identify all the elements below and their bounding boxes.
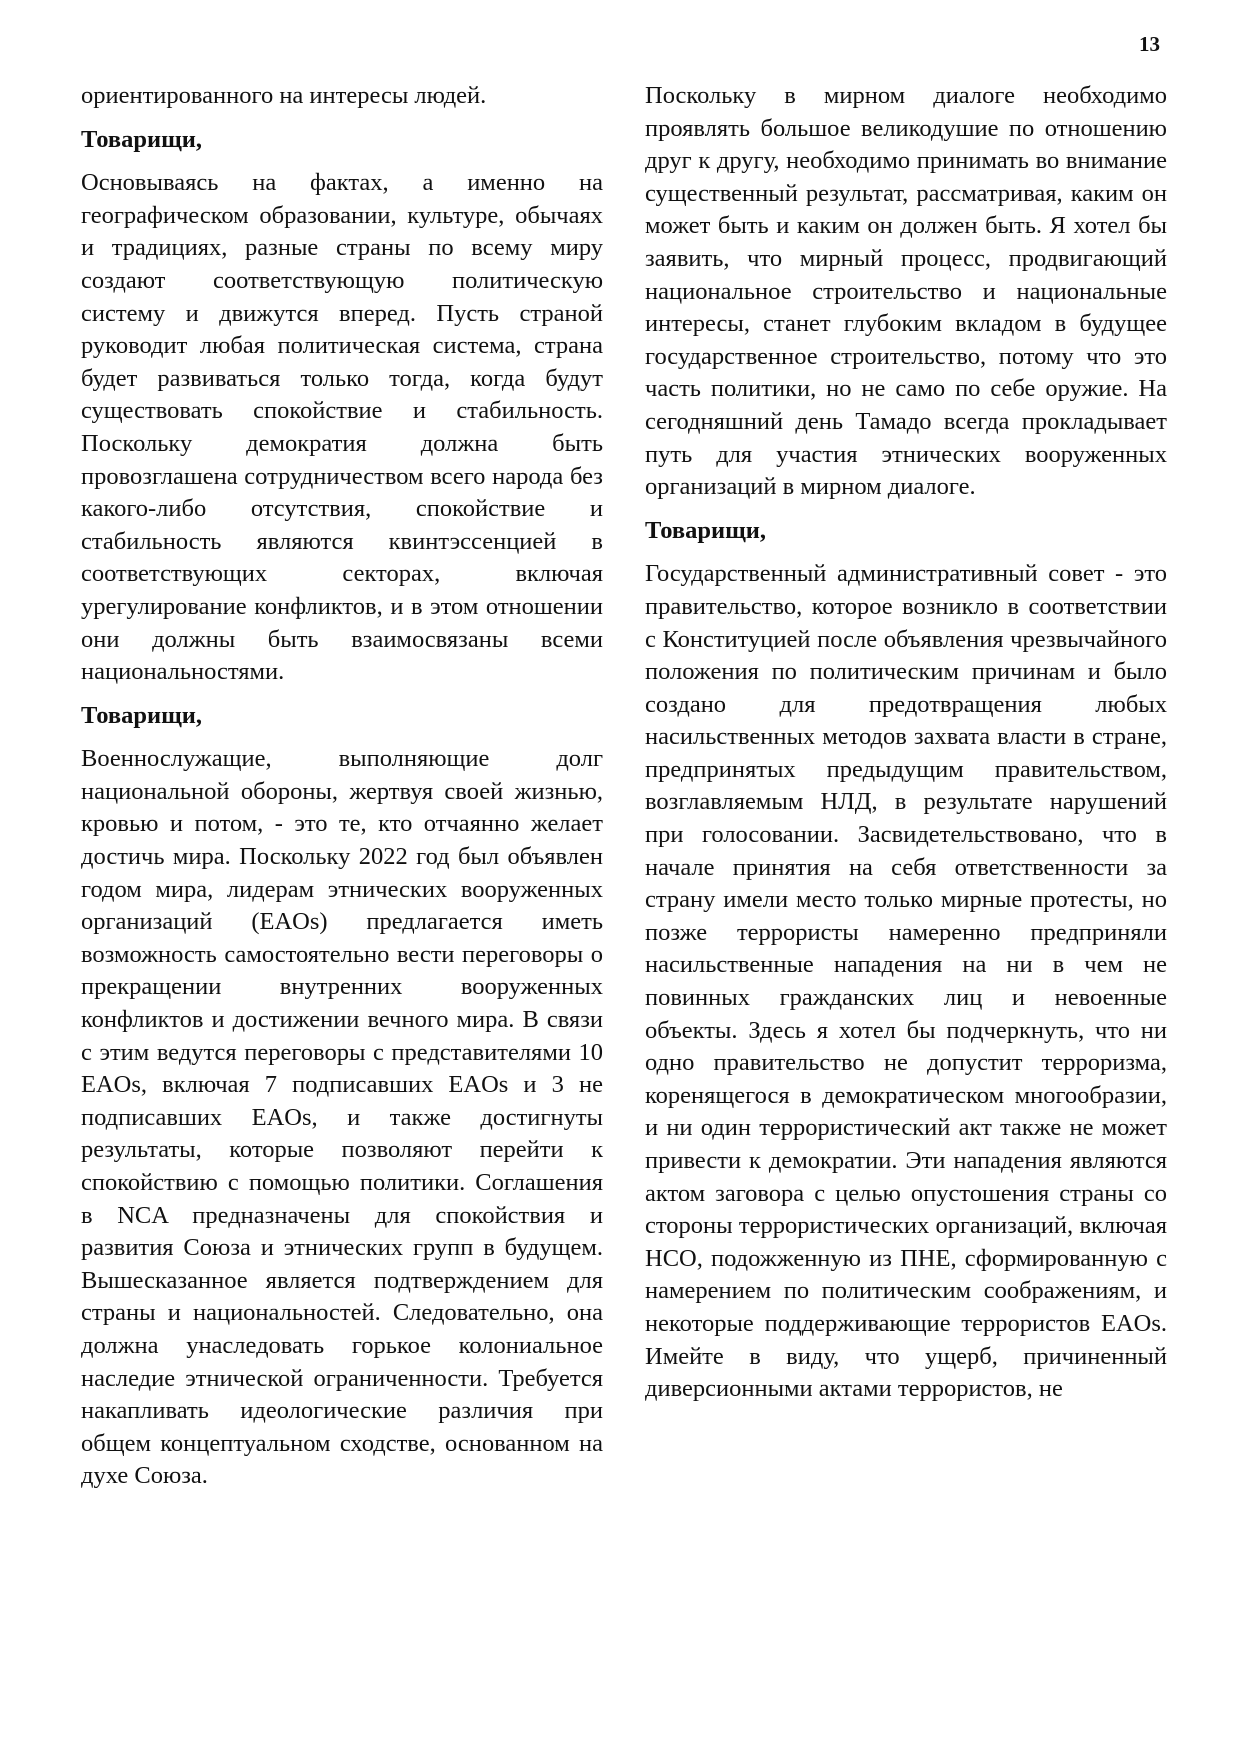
body-paragraph: Поскольку в мирном диалоге необходимо проявлять большое великодушие по отношению друг к другу, необходимо принимать во внимание существенный результат, рассматривая, каким он может быть и каким он должен быть. Я хотел бы заявить, что мирный процесс, продвигающий национальное строительство и национальные интересы, станет глубоким вкладом в будущее государственное строительство, потому что это часть политики, но не само по себе оружие. На сегодняшний день Тамадо всегда прокладывает путь для участия этнических вооруженных организаций в мирном диалоге. <box>645 82 1167 501</box>
right-column <box>645 80 1167 1417</box>
left-column <box>81 80 603 1504</box>
body-paragraph: Государственный административный совет - это правительство, которое возникло в соответствии с Конституцией после объявления чрезвычайного положения по политическим причинам и было создано для предотвращения любых насильственных методов захвата власти в стране, предпринятых предыдущим правительством, возглавляемым НЛД, в результате нарушений при голосовании. Засвидетельствовано, что в начале принятия на себя ответственности за страну имели место только мирные протесты, но позже террористы намеренно предприняли насильственные нападения на ни в чем не повинных гражданских лиц и невоенные объекты. Здесь я хотел бы подчеркнуть, что ни одно правительство не допустит терроризма, коренящегося в демократическом многообразии, и ни один террористический акт также не может привести к демократии. Эти нападения являются актом заговора с целью опустошения страны со стороны террористических организаций, включая НСО, подожженную из ПНЕ, сформированную с намерением по политическим соображениям, и некоторые поддерживающие террористов EAOs. Имейте в виду, что ущерб, причиненный диверсионными актами террористов, не <box>645 560 1167 1403</box>
section-heading: Товарищи, <box>81 701 203 729</box>
body-paragraph: Основываясь на фактах, а именно на географическом образовании, культуре, обычаях и традициях, разные страны по всему миру создают соответствующую политическую систему и движутся вперед. Пусть страной руководит любая политическая система, страна будет развиваться только тогда, когда будут существовать спокойствие и стабильность. Поскольку демократия должна быть провозглашена сотрудничеством всего народа без какого-либо отсутствия, спокойствие и стабильность являются квинтэссенцией в соответствующих секторах, включая урегулирование конфликтов, и в этом отношении они должны быть взаимосвязаны всеми национальностями. <box>81 169 603 686</box>
page-number: 13 <box>1139 32 1160 56</box>
continued-paragraph: ориентированного на интересы людей. <box>81 82 487 109</box>
section-heading: Товарищи, <box>81 125 203 153</box>
section-heading: Товарищи, <box>645 516 767 544</box>
body-paragraph: Военнослужащие, выполняющие долг национальной обороны, жертвуя своей жизнью, кровью и потом, - это те, кто отчаянно желает достичь мира. Поскольку 2022 год был объявлен годом мира, лидерам этнических вооруженных организаций (EAOs) предлагается иметь возможность самостоятельно вести переговоры о прекращении внутренних вооруженных конфликтов и достижении вечного мира. В связи с этим ведутся переговоры с представителями 10 EAOs, включая 7 подписавших EAOs и 3 не подписавших EAOs, и также достигнуты результаты, которые позволяют перейти к спокойствию с помощью политики. Соглашения в NCA предназначены для спокойствия и развития Союза и этнических групп в будущем. Вышесказанное является подтверждением для страны и национальностей. Следовательно, она должна унаследовать горькое колониальное наследие этнической ограниченности. Требуется накапливать идеологические различия при общем концептуальном сходстве, основанном на духе Союза. <box>81 745 603 1490</box>
